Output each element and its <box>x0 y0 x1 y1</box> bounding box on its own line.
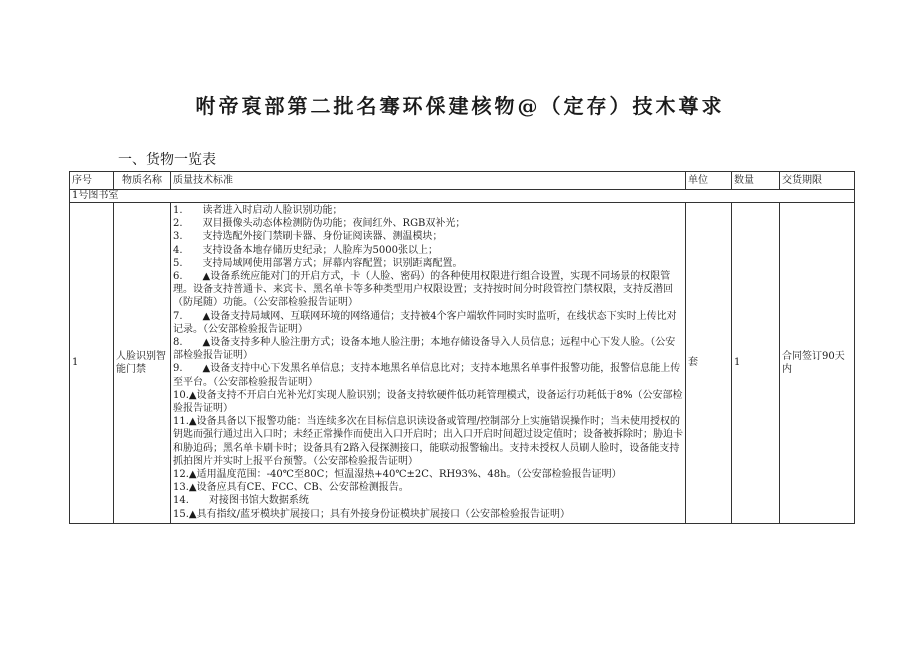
spec-item: 6. ▲设备系统应能对门的开启方式，卡（人脸、密码）的各种使用权限进行组合设置，实现不同场景的权限管理。设备支持普通卡、来宾卡、黑名单卡等多种类型用户权限设置；支持按时间分时段管控门禁权限，支持反潜回（防尾随）功能。（公安部检验报告证明） <box>173 271 673 309</box>
spec-item: 9. ▲设备支持中心下发黑名单信息；支持本地黑名单信息比对；支持本地黑名单事件报警功能，报警信息能上传至平台。（公安部检验报告证明） <box>173 363 681 388</box>
spec-item: 7. ▲设备支持局域网、互联网环境的网络通信；支持被4个客户端软件同时实时监听，在线状态下实时上传比对记录。（公安部检验报告证明） <box>173 310 677 335</box>
section-label: 1号图书室 <box>70 190 855 203</box>
document-title: 咐帝裒部第二批名骞环倸建核物@（定存）技木尊求 <box>195 94 725 118</box>
row-no: 1 <box>70 203 114 524</box>
table-row <box>70 203 855 524</box>
row-name: 人脸识别智能门禁 <box>114 203 171 524</box>
header-unit: 单位 <box>686 172 732 190</box>
spec-item: 13.▲设备应具有CE、FCC、CB、公安部检测报告。 <box>173 482 409 494</box>
section-row <box>70 190 855 203</box>
spec-item: 1. 读者进入时启动人脸识别功能； <box>173 205 343 216</box>
spec-item: 5. 支持局域网使用部署方式；屏幕内容配置；识别距离配置。 <box>173 257 463 269</box>
goods-table <box>69 171 855 524</box>
table-header-row <box>70 172 855 190</box>
row-unit: 套 <box>686 203 732 524</box>
spec-item: 4. 支持设备本地存储历史纪录；人脸库为5000张以上； <box>173 244 438 256</box>
header-delivery: 交货期限 <box>780 172 855 190</box>
section-heading: 一、货物一览表 <box>118 152 216 168</box>
header-spec: 质量技术标准 <box>171 172 686 190</box>
spec-item: 14. 对接图书馆大数据系统 <box>173 495 309 507</box>
spec-item: 2. 双目摄像头动态体检测防伪功能；夜间红外、RGB双补光； <box>173 218 466 230</box>
spec-item: 8. ▲设备支持多种人脸注册方式；设备本地人脸注册；本地存储设备导入人员信息；远程中心下发人脸。（公安部检验报告证明） <box>173 337 676 362</box>
spec-item: 3. 支持选配外接门禁刷卡器、身份证阅读器、测温模块； <box>173 231 443 243</box>
spec-item: 10.▲设备支持不开启白光补光灯实现人脸识别；设备支持软硬件低功耗管理模式，设备运行功耗低于8%（公安部检验报告证明） <box>173 389 683 415</box>
row-qty: 1 <box>732 203 780 524</box>
header-name: 物质名称 <box>114 172 171 190</box>
spec-list <box>171 203 686 524</box>
header-qty: 数量 <box>732 172 780 190</box>
header-no: 序号 <box>70 172 114 190</box>
spec-item: 11.▲设备具备以下报警功能：当连续多次在目标信息识读设备或管理/控制部分上实施错误操作时；当未使用授权的钥匙而强行通过出入口时；未经正常操作而使出入口开启时；出入口开启时间超过设定值时；设备被拆除时；胁迫卡和胁迫码；黑名单卡刷卡时；设备具有2路入侵探测接口，能联动报警输出。支持未授权人员刷人脸时，设备能支持抓拍图片并实时上报平台预警。（公安部检验报告证明） <box>173 416 683 467</box>
row-delivery: 合同签订90天内 <box>780 203 855 524</box>
spec-item: 12.▲适用温度范围：-40℃至80C；恒温湿热+40℃±2C、RH93%、48h。（公安部检验报告证明） <box>173 469 622 481</box>
spec-item: 15.▲具有指纹/蓝牙模块扩展接口；具有外接身份证模块扩展接口（公安部检验报告证明） <box>173 508 570 520</box>
